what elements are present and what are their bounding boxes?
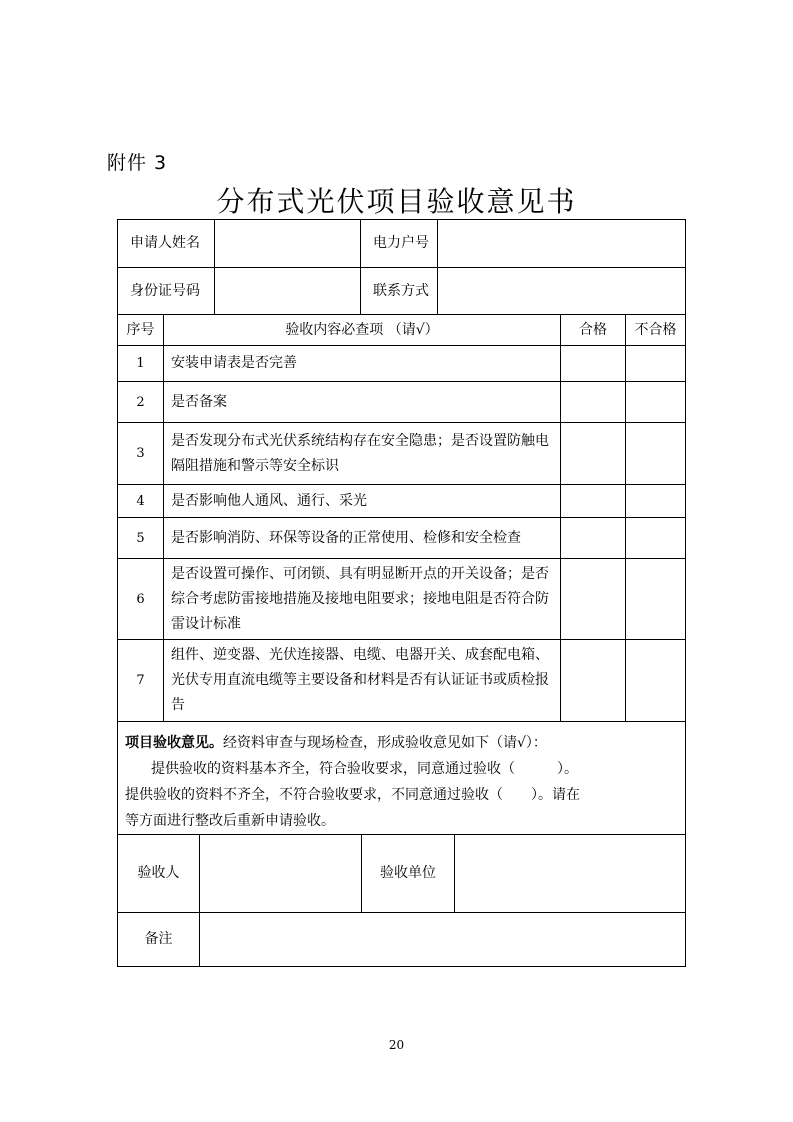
item-number: 3 [136,446,145,461]
pass-checkbox[interactable] [560,518,625,558]
inspector-label: 验收人 [137,865,180,881]
checklist-row [118,639,685,721]
item-number: 1 [136,356,145,371]
power-account-field[interactable] [437,220,685,267]
item-text: 是否影响消防、环保等设备的正常使用、检修和安全检查 [163,518,560,558]
pass-checkbox[interactable] [560,382,625,422]
item-number: 4 [136,493,145,509]
checklist-row [118,422,685,484]
item-number: 5 [136,530,145,546]
fail-checkbox[interactable] [625,559,685,639]
applicant-row-1 [118,220,685,267]
opinion-heading: 项目验收意见。 [125,735,223,751]
col-content-header: 验收内容必查项 （请√） [163,315,560,345]
remarks-field[interactable] [199,913,685,966]
opinion-line-1 [125,730,580,756]
checklist-header-row [118,314,685,345]
inspector-field[interactable] [199,835,361,912]
opinion-section [118,722,588,834]
col-pass-header: 合格 [560,315,625,345]
item-text: 是否备案 [163,382,560,422]
checklist-row [118,345,685,381]
remarks-label: 备注 [144,931,173,947]
applicant-row-2 [118,267,685,314]
item-text: 是否发现分布式光伏系统结构存在安全隐患；是否设置防触电隔阻措施和警示等安全标识 [163,423,560,484]
sign-row [118,834,685,912]
item-text: 是否影响他人通风、通行、采光 [163,485,560,517]
remarks-row [118,912,685,966]
opinion-row [118,721,685,834]
item-text: 是否设置可操作、可闭锁、具有明显断开点的开关设备；是否综合考虑防雷接地措施及接地电阻要求；接地电阻是否符合防雷设计标准 [163,559,560,639]
pass-checkbox[interactable] [560,485,625,517]
inspection-unit-field[interactable] [454,835,685,912]
page-title: 分布式光伏项目验收意见书 [216,185,577,218]
checklist-row [118,558,685,639]
pass-checkbox[interactable] [560,346,625,381]
checklist-row [118,517,685,558]
item-number: 7 [136,673,145,688]
applicant-name-label: 申请人姓名 [130,235,200,251]
checklist-row [118,381,685,422]
fail-checkbox[interactable] [625,485,685,517]
id-number-label: 身份证号码 [130,282,200,299]
fail-checkbox[interactable] [625,640,685,721]
contact-label: 联系方式 [360,268,437,314]
contact-field[interactable] [437,268,685,314]
item-number: 2 [136,394,145,410]
fail-checkbox[interactable] [625,423,685,484]
applicant-name-field[interactable] [214,220,360,267]
col-fail-header: 不合格 [625,315,685,345]
item-text: 安装申请表是否完善 [163,346,560,381]
opinion-intro: 经资料审查与现场检查，形成验收意见如下（请√）： [223,735,547,751]
item-text: 组件、逆变器、光伏连接器、电缆、电器开关、成套配电箱、光伏专用直流电缆等主要设备和材料是否有认证证书或质检报告 [163,640,560,721]
page-number: 20 [388,1038,405,1052]
opinion-option-reject-cont: 等方面进行整改后重新申请验收。 [125,813,335,829]
fail-checkbox[interactable] [625,382,685,422]
pass-checkbox[interactable] [560,640,625,721]
opinion-option-approve[interactable]: 提供验收的资料基本齐全，符合验收要求，同意通过验收（ ）。 [151,761,578,777]
col-no-header: 序号 [126,321,155,338]
pass-checkbox[interactable] [560,559,625,639]
id-number-field[interactable] [214,268,360,314]
attachment-label: 附件 3 [107,152,168,174]
item-number: 6 [136,591,145,607]
checklist-row [118,484,685,517]
power-account-label: 电力户号 [360,220,437,267]
inspection-unit-label: 验收单位 [361,835,454,912]
fail-checkbox[interactable] [625,346,685,381]
fail-checkbox[interactable] [625,518,685,558]
opinion-option-reject[interactable]: 提供验收的资料不齐全，不符合验收要求，不同意通过验收（ ）。请在 [125,787,580,803]
acceptance-form-table [117,219,686,967]
pass-checkbox[interactable] [560,423,625,484]
